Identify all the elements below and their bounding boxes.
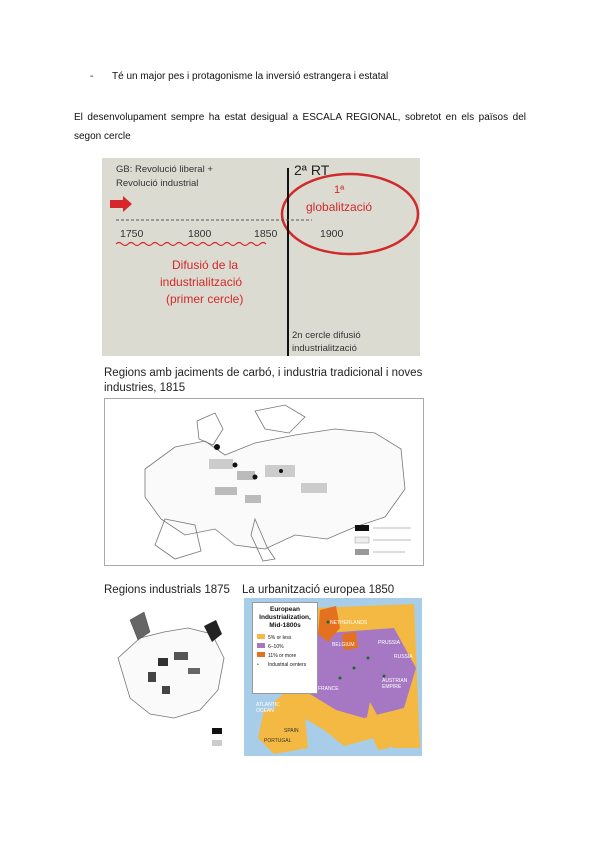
gb-label: GB: Revolució liberal + xyxy=(116,164,213,175)
label-austria: AUSTRIAN EMPIRE xyxy=(382,678,408,690)
first-globalization-2: globalització xyxy=(306,200,373,214)
timeline-graphics xyxy=(102,158,420,356)
second-circle-2: industrialització xyxy=(292,343,357,354)
year-1800: 1800 xyxy=(188,228,212,240)
map-1875 xyxy=(104,598,238,756)
label-belgium: BELGIUM xyxy=(332,642,355,648)
label-russia: RUSSIA xyxy=(394,654,413,660)
caption-1815-line1: Regions amb jaciments de carbó, i industria tradicional i noves xyxy=(104,367,423,379)
legend-item-4: Industrial centers xyxy=(268,662,307,668)
globalization-circle xyxy=(282,174,418,254)
legend-title-1: European xyxy=(270,606,300,613)
caption-1850: La urbanització europea 1850 xyxy=(242,584,395,596)
label-france: FRANCE xyxy=(318,686,339,692)
wavy-underline xyxy=(116,243,266,246)
bullet-text: Té un major pes i protagonisme la inversió estrangera i estatal xyxy=(112,71,389,82)
legend-title-2: Industrialization, xyxy=(259,614,311,621)
europe-map-1815-icon xyxy=(105,399,423,565)
second-rt-label: 2ª RT xyxy=(294,162,330,178)
timeline-slide xyxy=(102,158,420,356)
map-1815 xyxy=(104,398,424,566)
gb-label-2: Revolució industrial xyxy=(116,178,199,189)
year-1850: 1850 xyxy=(254,228,278,240)
caption-1815-line2: industries, 1815 xyxy=(104,382,186,394)
year-1900: 1900 xyxy=(320,228,344,240)
legend-item-1: 5% or less xyxy=(268,635,292,641)
europe-map-1875-icon xyxy=(104,598,238,756)
diffusion-3: (primer cercle) xyxy=(166,292,244,306)
caption-1875: Regions industrials 1875 xyxy=(104,584,230,596)
bullet-dash: - xyxy=(90,71,94,82)
map-1850-industrialization xyxy=(244,598,422,756)
first-globalization-1: 1ª xyxy=(334,184,345,196)
diffusion-2: industrialització xyxy=(160,275,243,289)
label-spain: SPAIN xyxy=(284,728,299,734)
label-netherlands: NETHERLANDS xyxy=(330,620,368,626)
legend-item-3: 11% or more xyxy=(268,653,297,659)
year-1750: 1750 xyxy=(120,228,144,240)
legend-title-3: Mid-1800s xyxy=(269,622,301,629)
second-circle-1: 2n cercle difusió xyxy=(292,330,361,341)
label-atlantic: ATLANTIC OCEAN xyxy=(256,702,280,714)
label-prussia: PRUSSIA xyxy=(378,640,400,646)
label-portugal: PORTUGAL xyxy=(264,738,292,744)
body-paragraph: El desenvolupament sempre ha estat desigual a ESCALA REGIONAL, sobretot en els països del segon cercle xyxy=(74,112,526,142)
diffusion-1: Difusió de la xyxy=(172,258,239,272)
map-1850-legend: European Industrialization, Mid-1800s 5% or less 6–10% 11% or more • Industrial centers xyxy=(252,602,318,694)
legend-item-2: 6–10% xyxy=(268,644,284,650)
